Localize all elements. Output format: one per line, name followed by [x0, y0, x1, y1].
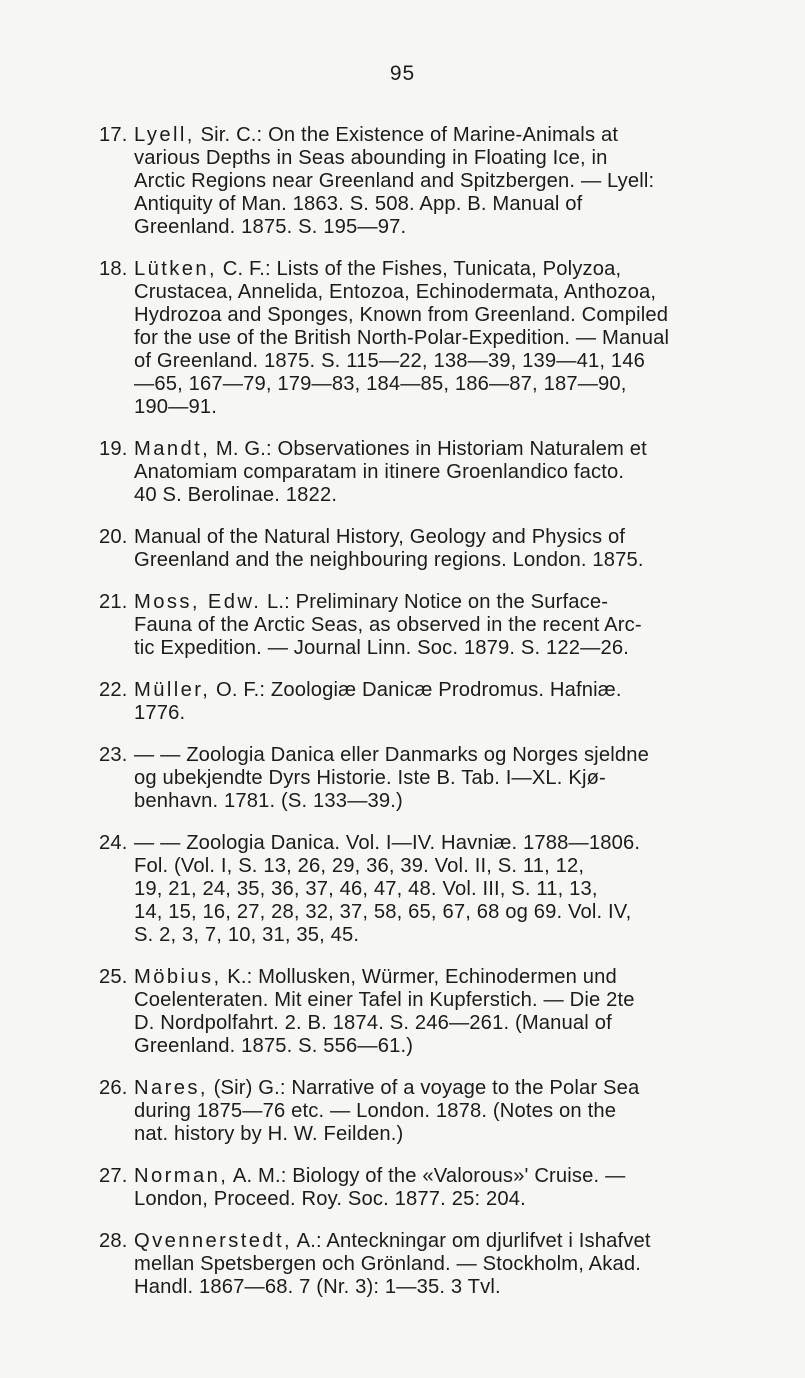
reference-text: — — Zoologia Danica. Vol. I—IV. Havniæ. 1788—1806. Fol. (Vol. I, S. 13, 26, 29, 36, 39. Vol. II, S. 11, 12, 19, 21, 24, 35, 36, 37, 46, 47, 48. Vol. III, S. 11, 13, 14, 15, 16, 27, 28, 32, 37, 58, 65, 67, 68 og 69. Vol. IV, S. 2, 3, 7, 10, 31, 35, 45.	[134, 832, 641, 946]
reference-author: Nares,	[134, 1077, 208, 1099]
reference-number: 21.	[99, 591, 128, 613]
reference-number: 22.	[99, 679, 128, 701]
reference-item	[99, 1165, 763, 1211]
reference-text: K.: Mollusken, Würmer, Echinodermen und Coelenteraten. Mit einer Tafel in Kupferstich. — Die 2te D. Nordpolfahrt. 2. B. 1874. S. 246—261. (Manual of Greenland. 1875. S. 556—61.)	[134, 966, 635, 1057]
reference-item	[99, 832, 763, 947]
reference-author: Norman,	[134, 1165, 229, 1187]
reference-author: Mandt,	[134, 438, 211, 460]
reference-text: (Sir) G.: Narrative of a voyage to the Polar Sea during 1875—76 etc. — London. 1878. (Notes on the nat. history by H. W. Feilden.)	[134, 1077, 640, 1145]
reference-number: 23.	[99, 744, 128, 766]
reference-number: 27.	[99, 1165, 128, 1187]
reference-item	[99, 1077, 763, 1146]
reference-text: O. F.: Zoologiæ Danicæ Prodromus. Hafniæ. 1776.	[134, 679, 622, 724]
reference-text: C. F.: Lists of the Fishes, Tunicata, Polyzoa, Crustacea, Annelida, Entozoa, Echinodermata, Anthozoa, Hydrozoa and Sponges, Known from Greenland. Compiled for the use of the British North-Polar-Expedition. — Manual of Greenland. 1875. S. 115—22, 138—39, 139—41, 146 —65, 167—79, 179—83, 184—85, 186—87, 187—90, 190—91.	[134, 258, 670, 418]
page-number: 95	[389, 62, 416, 85]
reference-number: 28.	[99, 1230, 128, 1252]
reference-text: Manual of the Natural History, Geology and Physics of Greenland and the neighbouring regions. London. 1875.	[134, 526, 644, 571]
reference-text: M. G.: Observationes in Historiam Naturalem et Anatomiam comparatam in itinere Groenlandico facto. 40 S. Berolinae. 1822.	[134, 438, 647, 506]
reference-author: Müller,	[134, 679, 211, 701]
reference-item	[99, 591, 763, 660]
reference-number: 26.	[99, 1077, 128, 1099]
reference-text: Sir. C.: On the Existence of Marine-Animals at various Depths in Seas abounding in Floating Ice, in Arctic Regions near Greenland and Spitzbergen. — Lyell: Antiquity of Man. 1863. S. 508. App. B. Manual of Greenland. 1875. S. 195—97.	[134, 124, 655, 238]
reference-item	[99, 258, 763, 419]
reference-item	[99, 744, 763, 813]
reference-text: — — Zoologia Danica eller Danmarks og Norges sjeldne og ubekjendte Dyrs Historie. Iste B. Tab. I—XL. Kjø- benhavn. 1781. (S. 133—39.)	[134, 744, 649, 812]
reference-text: L.: Preliminary Notice on the Surface- Fauna of the Arctic Seas, as observed in the recent Arc- tic Expedition. — Journal Linn. Soc. 1879. S. 122—26.	[134, 591, 642, 659]
reference-item	[99, 526, 763, 572]
reference-author: Lyell,	[134, 124, 195, 146]
reference-item	[99, 1230, 763, 1299]
reference-author: Lütken,	[134, 258, 218, 280]
reference-author: Möbius,	[134, 966, 222, 988]
reference-item	[99, 966, 763, 1058]
reference-item	[99, 124, 763, 239]
reference-author: Moss, Edw.	[134, 591, 262, 613]
reference-number: 25.	[99, 966, 128, 988]
reference-item	[99, 438, 763, 507]
reference-number: 18.	[99, 258, 128, 280]
reference-list	[99, 124, 763, 1318]
reference-number: 20.	[99, 526, 128, 548]
reference-number: 24.	[99, 832, 128, 854]
reference-author: Qvennerstedt,	[134, 1230, 293, 1252]
reference-item	[99, 679, 763, 725]
reference-text: A.: Anteckningar om djurlifvet i Ishafvet mellan Spetsbergen och Grönland. — Stockholm, Akad. Handl. 1867—68. 7 (Nr. 3): 1—35. 3 Tvl.	[134, 1230, 651, 1298]
reference-number: 17.	[99, 124, 128, 146]
reference-text: A. M.: Biology of the «Valorous»' Cruise. — London, Proceed. Roy. Soc. 1877. 25: 204.	[134, 1165, 626, 1210]
reference-number: 19.	[99, 438, 128, 460]
